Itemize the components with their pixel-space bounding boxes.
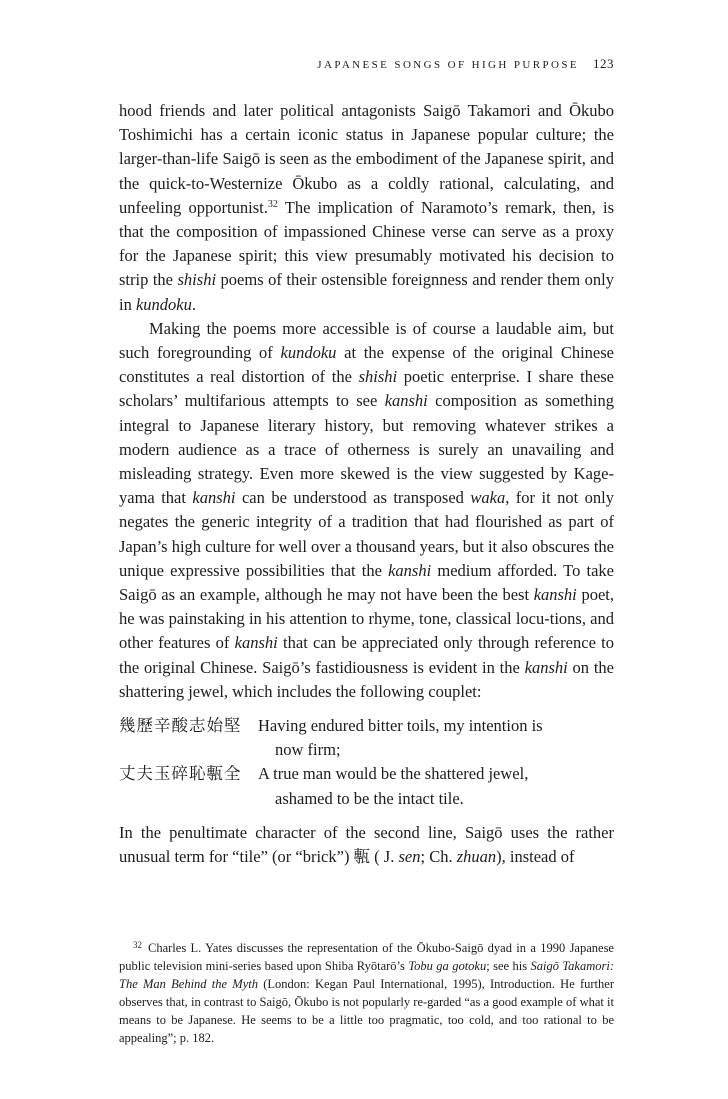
verse-line-1 (119, 714, 614, 762)
paragraph-2: Making the poems more accessible is of course a laudable aim, but such foregrounding of kundoku at the expense of the original Chinese constitutes a real distortion of the shishi poetic enterprise. I share these scholars’ multifarious attempts to see kanshi composition as something integral to Japanese literary history, but removing whatever strikes a modern audience as a trace of otherness is surely an unavailing and misleading strategy. Even more skewed is the view suggested by Kage-yama that kanshi can be understood as transposed waka, for it not only negates the generic integrity of a tradition that had flourished as part of Japan’s high culture for well over a thousand years, but it also obscures the unique expressive possibilities that the kanshi medium afforded. To take Saigō as an example, although he may not have been the best kanshi poet, he was painstaking in his attention to rhyme, tone, classical locu-tions, and other features of kanshi that can be appreciated only through reference to the original Chinese. Saigō’s fastidiousness is evident in the kanshi on the shattering jewel, which includes the following couplet: (119, 318, 615, 701)
footnote-ref-32[interactable]: 32 (267, 198, 278, 210)
paragraph-1: hood friends and later political antagonists Saigō Takamori and Ōkubo Toshimichi has a certain iconic status in Japanese popular culture; the larger-than-life Saigō is seen as the embodiment of the Japanese spirit, and the quick-to-Westernize Ōkubo as a coldly rational, calculating, and unfeeling opportunist.$^{32}$ The implication of Naramoto’s remark, then, is that the composition of impassioned Chinese verse can serve as a proxy for the Japanese spirit; this view presumably motivated his decision to strip the shishi poems of their ostensible foreignness and render them only in kundoku. (119, 101, 614, 314)
verse-translation-1: Having endured bitter toils, my intention is now firm; (258, 716, 543, 760)
verse-line-2 (119, 762, 614, 810)
verse-translation-2: A true man would be the shattered jewel, ashamed to be the intact tile. (258, 764, 529, 808)
verse-couplet (119, 714, 614, 811)
footnote-32: $^{32}$ Charles L. Yates discusses the representation of the Ōkubo-Saigō dyad in a 1990 Japanese public television mini-series based upon Shiba Ryōtarō’s Tobu ga gotoku; see his Saigō Takamori: The Man Behind the Myth (London: Kegan Paul International, 1995), Introduction. He further observes that, in contrast to Saigō, Ōkubo is not popularly re-garded “as a good example of what it means to be Japanese. He seems to be a little too pragmatic, too cold, and too rational to be appealing”; p. 182. (119, 940, 614, 1045)
verse-chinese-1: 幾歷辛酸志始堅 (119, 716, 242, 736)
paragraph-3: In the penultimate character of the second line, Saigō uses the rather unusual term for “tile” (or “brick”) 甎 ( J. sen; Ch. zhuan), instead of (119, 822, 614, 867)
body-text (119, 99, 614, 869)
running-head (317, 56, 614, 72)
footnote-number: 32 (133, 940, 142, 950)
running-head-title: JAPANESE SONGS OF HIGH PURPOSE (317, 59, 579, 71)
page-number: 123 (593, 56, 614, 71)
verse-chinese-2: 丈夫玉碎恥甎全 (119, 764, 242, 784)
